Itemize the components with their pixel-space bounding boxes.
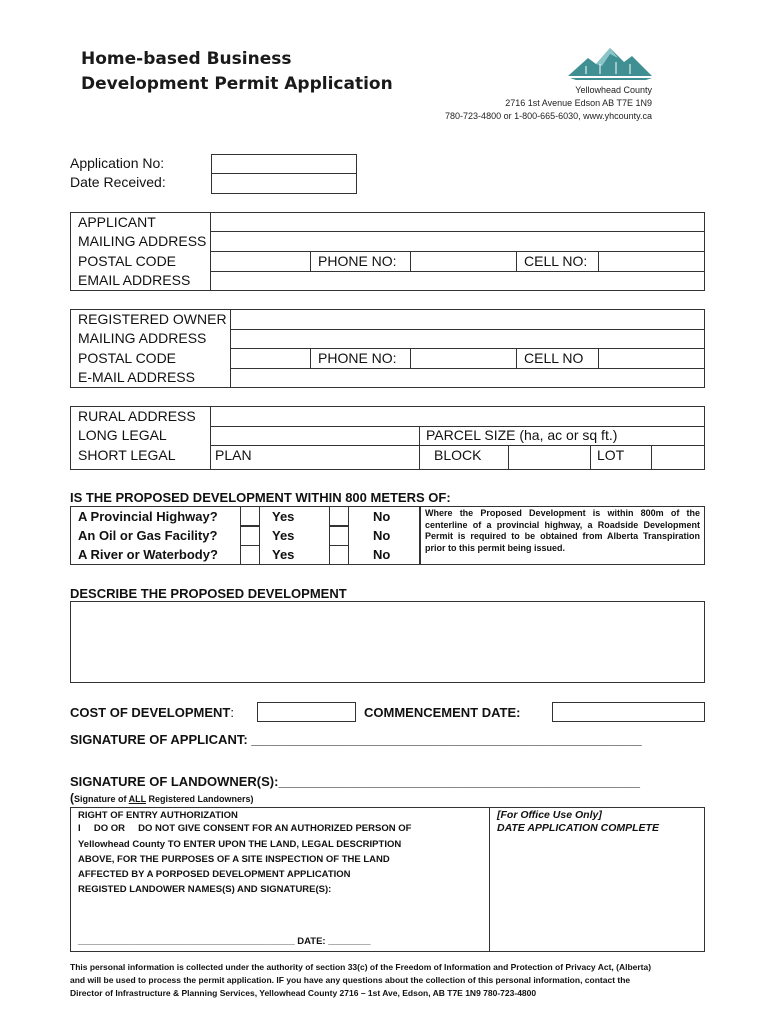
privacy-footer-line1: This personal information is collected under the authority of section 33(c) of the Freedom of Information and Protection of Privacy Act, (Alberta): [70, 962, 652, 972]
lot-field[interactable]: [652, 446, 704, 469]
applicant-postal-label: POSTAL CODE: [78, 253, 177, 269]
applicant-signature-line[interactable]: SIGNATURE OF APPLICANT: ______________________________________________________: [70, 732, 642, 747]
oil-gas-yes-checkbox[interactable]: [240, 526, 260, 546]
rural-address-label: RURAL ADDRESS: [78, 408, 196, 424]
applicant-cell-field[interactable]: [599, 252, 704, 270]
highway-no-checkbox[interactable]: [329, 506, 349, 526]
q-river-label: A River or Waterbody?: [78, 547, 218, 562]
rural-address-field[interactable]: [211, 407, 704, 425]
q-highway-label: A Provincial Highway?: [78, 509, 218, 524]
lot-label: LOT: [597, 447, 625, 463]
cost-label: COST OF DEVELOPMENT:: [70, 705, 234, 720]
roadside-permit-note: Where the Proposed Development is within 800m of the centerline of a provincial highway, a Roadside Development Permit is required to be obtained from Alberta Transpiration prior to this permit being issued.: [425, 508, 700, 553]
highway-yes-label: Yes: [272, 509, 295, 524]
long-legal-label: LONG LEGAL: [78, 427, 167, 443]
applicant-cell-label: CELL NO:: [524, 253, 588, 269]
owner-label: REGISTERED OWNER: [78, 311, 227, 327]
right-of-entry-title: RIGHT OF ENTRY AUTHORIZATION: [78, 810, 238, 821]
consent-line: I DO OR DO NOT GIVE CONSENT FOR AN AUTHORIZED PERSON OF: [78, 823, 412, 834]
county-name: Yellowhead County: [575, 85, 652, 95]
block-field[interactable]: [509, 446, 589, 469]
river-yes-label: Yes: [272, 547, 295, 562]
river-no-checkbox[interactable]: [329, 545, 349, 565]
owner-name-field[interactable]: [231, 310, 704, 328]
landowner-names-label: REGISTED LANDOWER NAMES(S) AND SIGNATURE(S):: [78, 884, 332, 895]
landowner-date-line[interactable]: _________________________________________ DATE: ________: [78, 936, 371, 947]
application-no-field[interactable]: [211, 154, 357, 174]
plan-field[interactable]: [250, 446, 418, 469]
landowner-signature-line[interactable]: SIGNATURE OF LANDOWNER(S):__________________________________________________: [70, 774, 640, 789]
owner-cell-label: CELL NO: [524, 350, 584, 366]
owner-postal-field[interactable]: [231, 349, 309, 367]
applicant-email-label: EMAIL ADDRESS: [78, 272, 191, 288]
oil-gas-yes-label: Yes: [272, 528, 295, 543]
landowner-note: (Signature of ALL Registered Landowners): [70, 791, 254, 805]
date-application-complete-label: DATE APPLICATION COMPLETE: [497, 822, 659, 834]
form-title-line2: Development Permit Application: [81, 74, 393, 94]
yellowhead-mountain-logo: [566, 44, 654, 80]
applicant-email-field[interactable]: [211, 272, 704, 290]
block-label: BLOCK: [434, 447, 482, 463]
owner-email-field[interactable]: [231, 369, 704, 387]
river-no-label: No: [373, 547, 391, 562]
parcel-size-field[interactable]: [620, 427, 704, 444]
owner-phone-field[interactable]: [411, 349, 515, 367]
plan-label: PLAN: [215, 447, 252, 463]
oil-gas-no-checkbox[interactable]: [329, 526, 349, 546]
privacy-footer-line3: Director of Infrastructure & Planning Services, Yellowhead County 2716 – 1st Ave, Edson, AB T7E 1N9 780-723-4800: [70, 988, 537, 998]
owner-postal-label: POSTAL CODE: [78, 350, 177, 366]
q-oil-gas-label: An Oil or Gas Facility?: [78, 528, 218, 543]
county-contact: 780-723-4800 or 1-800-665-6030, www.yhcounty.ca: [445, 111, 652, 121]
county-address: 2716 1st Avenue Edson AB T7E 1N9: [505, 98, 652, 108]
application-no-label: Application No:: [70, 155, 165, 171]
applicant-phone-field[interactable]: [411, 252, 515, 270]
applicant-name-field[interactable]: [211, 213, 704, 231]
describe-development-field[interactable]: [70, 601, 705, 683]
owner-phone-label: PHONE NO:: [318, 350, 397, 366]
describe-heading: DESCRIBE THE PROPOSED DEVELOPMENT: [70, 586, 347, 601]
applicant-label: APPLICANT: [78, 214, 156, 230]
applicant-mailing-field[interactable]: [211, 232, 704, 250]
cost-field[interactable]: [257, 702, 356, 722]
privacy-footer-line2: and will be used to process the permit application. IF you have any questions about the collection of this personal information, contact the: [70, 975, 631, 985]
applicant-postal-field[interactable]: [211, 252, 309, 270]
applicant-mailing-label: MAILING ADDRESS: [78, 233, 207, 249]
form-title-line1: Home-based Business: [81, 49, 292, 69]
long-legal-field[interactable]: [211, 427, 418, 444]
owner-email-label: E-MAIL ADDRESS: [78, 369, 195, 385]
office-use-label: [For Office Use Only]: [497, 809, 602, 821]
oil-gas-no-label: No: [373, 528, 391, 543]
date-received-field[interactable]: [211, 173, 357, 194]
highway-yes-checkbox[interactable]: [240, 506, 260, 526]
applicant-phone-label: PHONE NO:: [318, 253, 397, 269]
consent-line-2: Yellowhead County TO ENTER UPON THE LAND, LEGAL DESCRIPTION: [78, 839, 402, 850]
owner-mailing-field[interactable]: [231, 330, 704, 347]
short-legal-label: SHORT LEGAL: [78, 447, 176, 463]
consent-line-4: AFFECTED BY A PORPOSED DEVELOPMENT APPLICATION: [78, 869, 351, 880]
commencement-label: COMMENCEMENT DATE:: [364, 705, 521, 720]
date-received-label: Date Received:: [70, 174, 166, 190]
river-yes-checkbox[interactable]: [240, 545, 260, 565]
highway-no-label: No: [373, 509, 391, 524]
consent-line-3: ABOVE, FOR THE PURPOSES OF A SITE INSPECTION OF THE LAND: [78, 854, 390, 865]
owner-cell-field[interactable]: [599, 349, 704, 367]
proximity-heading: IS THE PROPOSED DEVELOPMENT WITHIN 800 METERS OF:: [70, 490, 451, 505]
commencement-date-field[interactable]: [552, 702, 705, 722]
parcel-size-label: PARCEL SIZE (ha, ac or sq ft.): [426, 427, 618, 443]
owner-mailing-label: MAILING ADDRESS: [78, 330, 207, 346]
